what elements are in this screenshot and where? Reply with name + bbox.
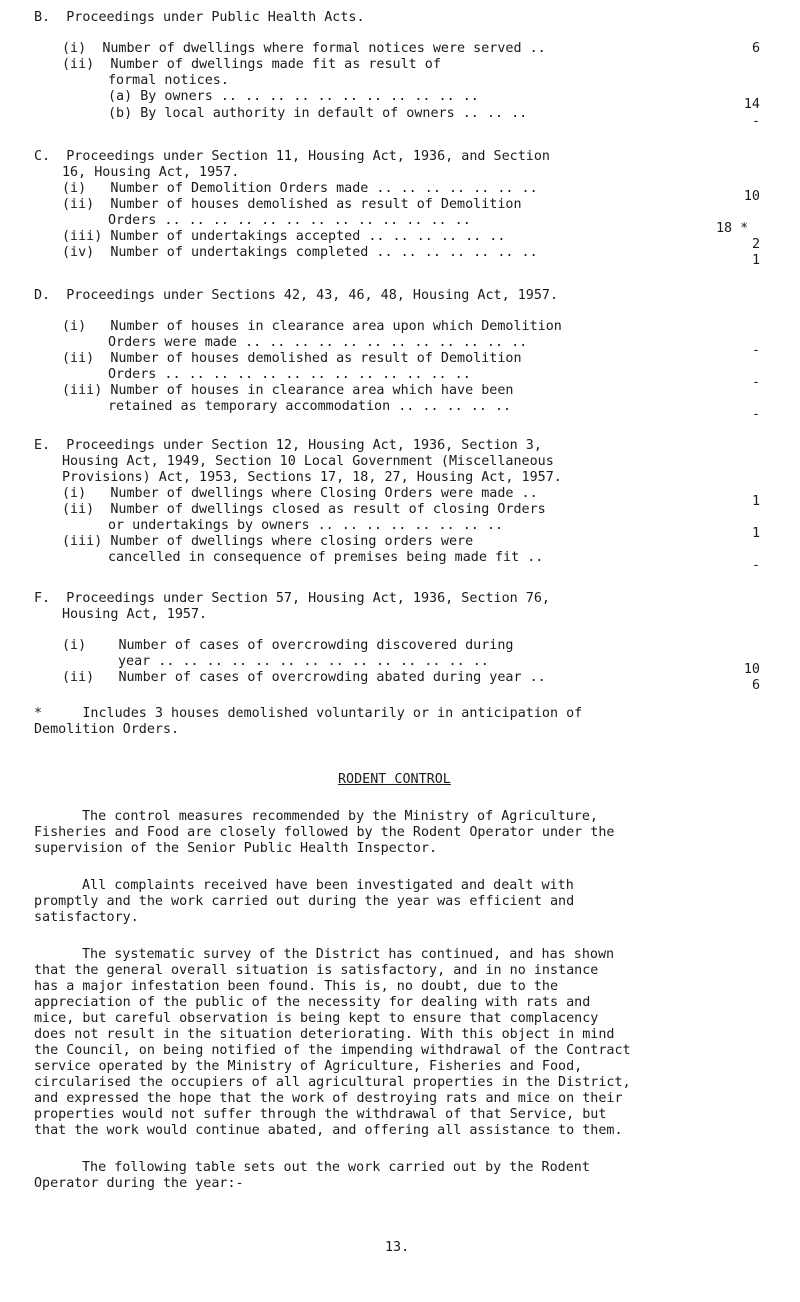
section-f-title-cont: Housing Act, 1957.	[62, 607, 208, 622]
rodent-para-3-line-4: appreciation of the public of the necessity for dealing with rats and	[34, 995, 591, 1010]
section-f-title: Proceedings under Section 57, Housing Act, 1936, Section 76,	[66, 591, 550, 606]
section-d-item-1-value: -	[751, 343, 760, 358]
footnote-line-2: Demolition Orders.	[34, 722, 180, 737]
item-number: (i)	[62, 181, 87, 196]
item-number: (iii)	[62, 383, 103, 398]
item-text: Number of dwellings closed as result of closing Orders	[110, 502, 546, 517]
section-b-item-2a-value: 14	[743, 97, 760, 112]
section-d-title: Proceedings under Sections 42, 43, 46, 48, Housing Act, 1957.	[66, 288, 559, 303]
item-text: Number of undertakings completed .. .. .. .. .. .. ..	[110, 245, 538, 260]
rodent-para-1-line-1: The control measures recommended by the Ministry of Agriculture,	[82, 809, 598, 824]
section-d-item-2-cont: Orders .. .. .. .. .. .. .. .. .. .. .. .. ..	[108, 367, 471, 382]
section-f-label: F.	[34, 591, 51, 606]
item-number: (iii)	[62, 534, 103, 549]
section-f-item-1-cont: year .. .. .. .. .. .. .. .. .. .. .. .. .. ..	[118, 654, 489, 669]
section-f-heading	[34, 591, 550, 607]
section-c-label: C.	[34, 149, 51, 164]
rodent-para-2-line-1: All complaints received have been investigated and dealt with	[82, 878, 574, 893]
item-text: Number of cases of overcrowding abated during year ..	[118, 670, 546, 685]
section-f-item-1-value: 10	[743, 662, 760, 677]
section-c-item-3	[62, 229, 505, 245]
item-text: Number of dwellings where formal notices were served ..	[102, 41, 546, 56]
section-d-heading	[34, 288, 558, 304]
rodent-para-3-line-3: has a major infestation been found. This is, no doubt, due to the	[34, 979, 559, 994]
section-d-item-3	[62, 383, 513, 399]
section-d-item-1-cont: Orders were made .. .. .. .. .. .. .. .. .. .. .. ..	[108, 335, 528, 350]
rodent-para-4-line-1: The following table sets out the work carried out by the Rodent	[82, 1160, 590, 1175]
item-number: (ii)	[62, 502, 95, 517]
section-b-item-2a: (a) By owners .. .. .. .. .. .. .. .. .. .. ..	[108, 89, 479, 104]
item-number: (i)	[62, 319, 87, 334]
section-f-item-2-value: 6	[751, 678, 760, 693]
rodent-para-4-line-2: Operator during the year:-	[34, 1176, 244, 1191]
section-b-item-2	[62, 57, 441, 73]
rodent-para-3-line-2: that the general overall situation is satisfactory, and in no instance	[34, 963, 599, 978]
rodent-para-3-line-1: The systematic survey of the District has continued, and has shown	[82, 947, 615, 962]
item-text: Number of houses demolished as result of Demolition	[110, 197, 522, 212]
section-d-item-2	[62, 351, 522, 367]
section-e-label: E.	[34, 438, 51, 453]
item-text: Number of undertakings accepted .. .. .. .. .. ..	[110, 229, 506, 244]
item-text: Number of houses demolished as result of Demolition	[110, 351, 522, 366]
section-c-title: Proceedings under Section 11, Housing Act, 1936, and Section	[66, 149, 550, 164]
footnote-mark: *	[34, 706, 43, 721]
section-c-item-4-value: 1	[751, 253, 760, 268]
footnote-text: Includes 3 houses demolished voluntarily or in anticipation of	[82, 706, 583, 721]
page-number: 13.	[385, 1240, 410, 1255]
rodent-para-3-line-9: circularised the occupiers of all agricultural properties in the District,	[34, 1075, 631, 1090]
section-d-label: D.	[34, 288, 51, 303]
section-b-title: Proceedings under Public Health Acts.	[66, 10, 365, 25]
rodent-para-1-line-2: Fisheries and Food are closely followed by the Rodent Operator under the	[34, 825, 615, 840]
item-number: (iv)	[62, 245, 95, 260]
section-e-title-cont-1: Housing Act, 1949, Section 10 Local Government (Miscellaneous	[62, 454, 554, 469]
section-d-item-2-value: -	[751, 375, 760, 390]
section-e-item-2	[62, 502, 546, 518]
section-e-item-3	[62, 534, 473, 550]
section-e-item-3-value: -	[751, 558, 760, 573]
item-number: (i)	[62, 486, 87, 501]
section-b-heading	[34, 10, 365, 26]
item-text: Number of dwellings made fit as result of	[110, 57, 441, 72]
rodent-para-3-line-12: that the work would continue abated, and offering all assistance to them.	[34, 1123, 623, 1138]
item-number: (ii)	[62, 197, 95, 212]
item-text: Number of cases of overcrowding discovered during	[118, 638, 514, 653]
rodent-para-1-line-3: supervision of the Senior Public Health Inspector.	[34, 841, 438, 856]
item-text: Number of houses in clearance area which have been	[110, 383, 514, 398]
section-b-item-2b: (b) By local authority in default of owners .. .. ..	[108, 106, 528, 121]
rodent-para-3-line-10: and expressed the hope that the work of destroying rats and mice on their	[34, 1091, 623, 1106]
item-text: Number of Demolition Orders made .. .. .. .. .. .. ..	[110, 181, 538, 196]
section-d-item-1	[62, 319, 562, 335]
section-b-item-2b-value: -	[751, 114, 760, 129]
footnote-line-1	[34, 706, 582, 722]
section-e-item-2-value: 1	[751, 526, 760, 541]
rodent-control-heading: RODENT CONTROL	[338, 772, 451, 787]
item-number: (iii)	[62, 229, 103, 244]
section-f-item-2	[62, 670, 546, 686]
rodent-para-3-line-5: mice, but careful observation is being kept to ensure that complacency	[34, 1011, 599, 1026]
section-c-item-2-cont: Orders .. .. .. .. .. .. .. .. .. .. .. .. ..	[108, 213, 471, 228]
item-text: Number of dwellings where Closing Orders were made ..	[110, 486, 538, 501]
section-e-item-1-value: 1	[751, 494, 760, 509]
rodent-para-3-line-11: properties would not suffer through the withdrawal of that Service, but	[34, 1107, 607, 1122]
section-b-item-2-cont: formal notices.	[108, 73, 229, 88]
section-b-label: B.	[34, 10, 51, 25]
section-c-item-2-value: 18 *	[716, 221, 749, 236]
section-c-title-cont: 16, Housing Act, 1957.	[62, 165, 240, 180]
item-number: (ii)	[62, 351, 95, 366]
section-d-item-3-value: -	[751, 407, 760, 422]
section-b-item-1	[62, 41, 546, 57]
item-number: (i)	[62, 638, 87, 653]
section-e-item-3-cont: cancelled in consequence of premises being made fit ..	[108, 550, 544, 565]
section-c-heading	[34, 149, 550, 165]
section-c-item-2	[62, 197, 522, 213]
item-number: (ii)	[62, 670, 95, 685]
section-e-title: Proceedings under Section 12, Housing Act, 1936, Section 3,	[66, 438, 542, 453]
section-b-item-1-value: 6	[751, 41, 760, 56]
section-c-item-1-value: 10	[743, 189, 760, 204]
section-d-item-3-cont: retained as temporary accommodation .. .. .. .. ..	[108, 399, 512, 414]
section-e-item-2-cont: or undertakings by owners .. .. .. .. .. .. .. ..	[108, 518, 504, 533]
item-number: (i)	[62, 41, 87, 56]
section-e-title-cont-2: Provisions) Act, 1953, Sections 17, 18, 27, Housing Act, 1957.	[62, 470, 562, 485]
item-text: Number of dwellings where closing orders were	[110, 534, 474, 549]
section-f-item-1	[62, 638, 513, 654]
section-c-item-4	[62, 245, 538, 261]
section-c-item-3-value: 2	[751, 237, 760, 252]
section-e-item-1	[62, 486, 538, 502]
rodent-para-3-line-7: the Council, on being notified of the impending withdrawal of the Contract	[34, 1043, 631, 1058]
rodent-para-2-line-3: satisfactory.	[34, 910, 139, 925]
section-c-item-1	[62, 181, 538, 197]
item-number: (ii)	[62, 57, 95, 72]
rodent-para-3-line-8: service operated by the Ministry of Agriculture, Fisheries and Food,	[34, 1059, 583, 1074]
rodent-para-2-line-2: promptly and the work carried out during the year was efficient and	[34, 894, 575, 909]
section-e-heading	[34, 438, 542, 454]
rodent-para-3-line-6: does not result in the situation deteriorating. With this object in mind	[34, 1027, 615, 1042]
item-text: Number of houses in clearance area upon which Demolition	[110, 319, 562, 334]
